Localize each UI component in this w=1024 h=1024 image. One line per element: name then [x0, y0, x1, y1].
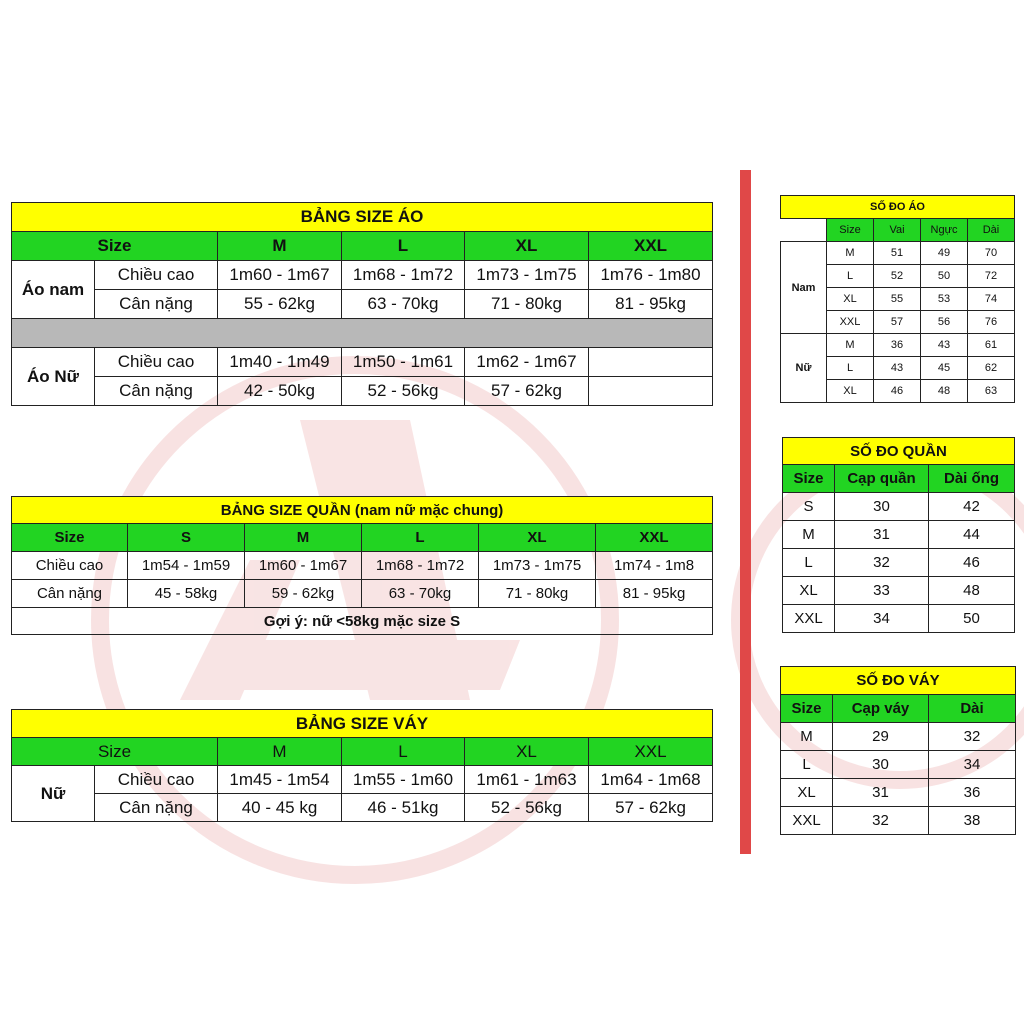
- table-cell: 34: [835, 605, 929, 633]
- table-cell: 32: [835, 549, 929, 577]
- group-label: Áo Nữ: [12, 348, 95, 406]
- table-cell: [589, 377, 713, 406]
- table-cell: 1m45 - 1m54: [218, 766, 342, 794]
- table-cell: 1m61 - 1m63: [465, 766, 589, 794]
- table-cell: 57 - 62kg: [589, 794, 713, 822]
- row-label: Cân nặng: [95, 377, 218, 406]
- row-label: Chiều cao: [95, 261, 218, 290]
- row-label: Cân nặng: [95, 290, 218, 319]
- header-cell: Size: [12, 738, 218, 766]
- table-cell: 62: [968, 357, 1015, 380]
- table-cell: 30: [835, 493, 929, 521]
- table-cell: 55: [874, 288, 921, 311]
- header-cell: XXL: [589, 232, 713, 261]
- table-title: BẢNG SIZE VÁY: [12, 710, 713, 738]
- table-cell: 55 - 62kg: [218, 290, 342, 319]
- table-row: [781, 779, 1016, 807]
- table-cell: 29: [833, 723, 929, 751]
- table-cell: 45 - 58kg: [128, 580, 245, 608]
- table-cell: XL: [783, 577, 835, 605]
- table-cell: 76: [968, 311, 1015, 334]
- table-cell: XL: [827, 288, 874, 311]
- table-cell: 1m76 - 1m80: [589, 261, 713, 290]
- row-label: Chiều cao: [12, 552, 128, 580]
- table-cell: 81 - 95kg: [589, 290, 713, 319]
- header-cell: L: [342, 738, 465, 766]
- table-cell: 63 - 70kg: [362, 580, 479, 608]
- header-cell: Size: [781, 695, 833, 723]
- table-cell: 59 - 62kg: [245, 580, 362, 608]
- table-cell: 61: [968, 334, 1015, 357]
- table-cell: 1m54 - 1m59: [128, 552, 245, 580]
- header-cell: S: [128, 524, 245, 552]
- header-cell: M: [245, 524, 362, 552]
- table-cell: 1m40 - 1m49: [218, 348, 342, 377]
- table-cell: 49: [921, 242, 968, 265]
- table-cell: 1m68 - 1m72: [362, 552, 479, 580]
- header-cell: Cạp váy: [833, 695, 929, 723]
- table-row: [783, 577, 1015, 605]
- header-cell: Size: [12, 524, 128, 552]
- table-cell: 34: [929, 751, 1016, 779]
- skirt-measure-table: [780, 666, 1016, 835]
- table-cell: L: [781, 751, 833, 779]
- table-cell: 1m50 - 1m61: [342, 348, 465, 377]
- table-cell: 31: [833, 779, 929, 807]
- table-cell: L: [827, 265, 874, 288]
- table-cell: 1m64 - 1m68: [589, 766, 713, 794]
- table-title: BẢNG SIZE QUẦN (nam nữ mặc chung): [12, 497, 713, 524]
- header-cell: Size: [12, 232, 218, 261]
- table-cell: 1m73 - 1m75: [465, 261, 589, 290]
- measure-header-row: [783, 465, 1015, 493]
- table-row: [12, 377, 713, 406]
- table-cell: 72: [968, 265, 1015, 288]
- table-cell: 42 - 50kg: [218, 377, 342, 406]
- header-cell: Dài: [929, 695, 1016, 723]
- header-cell: XXL: [589, 738, 713, 766]
- table-cell: 1m60 - 1m67: [218, 261, 342, 290]
- pants-size-table: [11, 496, 713, 635]
- table-row: [12, 766, 713, 794]
- table-row: [12, 261, 713, 290]
- table-cell: 42: [929, 493, 1015, 521]
- table-row: [12, 794, 713, 822]
- table-cell: 50: [921, 265, 968, 288]
- table-cell: 71 - 80kg: [465, 290, 589, 319]
- table-cell: 63 - 70kg: [342, 290, 465, 319]
- table-cell: 81 - 95kg: [596, 580, 713, 608]
- table-cell: M: [781, 723, 833, 751]
- table-cell: 36: [929, 779, 1016, 807]
- row-label: Cân nặng: [12, 580, 128, 608]
- header-cell: Dài: [968, 219, 1015, 242]
- header-cell: XL: [465, 738, 589, 766]
- table-cell: XXL: [783, 605, 835, 633]
- table-cell: 52: [874, 265, 921, 288]
- pants-measure-table: [782, 437, 1015, 633]
- table-cell: 46: [874, 380, 921, 403]
- header-cell: Dài ống: [929, 465, 1015, 493]
- table-cell: 44: [929, 521, 1015, 549]
- table-cell: L: [783, 549, 835, 577]
- table-cell: 43: [874, 357, 921, 380]
- table-cell: 74: [968, 288, 1015, 311]
- table-row: [781, 242, 1015, 265]
- table-row: [783, 605, 1015, 633]
- table-row: [12, 580, 713, 608]
- size-header-row: [12, 738, 713, 766]
- table-cell: 63: [968, 380, 1015, 403]
- measure-header-row: [781, 219, 1015, 242]
- table-cell: 1m60 - 1m67: [245, 552, 362, 580]
- table-row: [783, 549, 1015, 577]
- table-cell: 71 - 80kg: [479, 580, 596, 608]
- header-cell: M: [218, 738, 342, 766]
- group-label: Áo nam: [12, 261, 95, 319]
- size-header-row: [12, 524, 713, 552]
- size-header-row: [12, 232, 713, 261]
- table-row: [12, 552, 713, 580]
- table-cell: 43: [921, 334, 968, 357]
- table-title: SỐ ĐO ÁO: [781, 196, 1015, 219]
- table-cell: 46 - 51kg: [342, 794, 465, 822]
- skirt-size-table: [11, 709, 713, 822]
- table-cell: 70: [968, 242, 1015, 265]
- table-cell: 56: [921, 311, 968, 334]
- table-cell: 57: [874, 311, 921, 334]
- header-cell: XL: [479, 524, 596, 552]
- header-cell: XL: [465, 232, 589, 261]
- separator-row: [12, 319, 713, 348]
- table-cell: 40 - 45 kg: [218, 794, 342, 822]
- table-cell: [589, 348, 713, 377]
- table-title: SỐ ĐO VÁY: [781, 667, 1016, 695]
- table-cell: 1m74 - 1m8: [596, 552, 713, 580]
- group-label: Nữ: [781, 334, 827, 403]
- table-cell: 1m62 - 1m67: [465, 348, 589, 377]
- shirt-measure-table: [780, 195, 1015, 403]
- table-cell: 48: [921, 380, 968, 403]
- table-row: [783, 521, 1015, 549]
- table-cell: M: [783, 521, 835, 549]
- table-cell: XXL: [781, 807, 833, 835]
- table-cell: XL: [827, 380, 874, 403]
- shirt-size-table: [11, 202, 713, 406]
- table-cell: 1m55 - 1m60: [342, 766, 465, 794]
- table-cell: 32: [929, 723, 1016, 751]
- table-cell: M: [827, 334, 874, 357]
- row-label: Chiều cao: [95, 766, 218, 794]
- table-cell: L: [827, 357, 874, 380]
- header-cell: Ngực: [921, 219, 968, 242]
- table-title: BẢNG SIZE ÁO: [12, 203, 713, 232]
- table-cell: 57 - 62kg: [465, 377, 589, 406]
- header-cell: M: [218, 232, 342, 261]
- red-divider: [740, 170, 751, 854]
- table-row: [781, 807, 1016, 835]
- group-label: Nữ: [12, 766, 95, 822]
- table-cell: 46: [929, 549, 1015, 577]
- table-cell: 38: [929, 807, 1016, 835]
- table-cell: 50: [929, 605, 1015, 633]
- group-label: Nam: [781, 242, 827, 334]
- table-cell: S: [783, 493, 835, 521]
- size-note: Gợi ý: nữ <58kg mặc size S: [12, 608, 713, 635]
- table-cell: 51: [874, 242, 921, 265]
- row-label: Chiều cao: [95, 348, 218, 377]
- table-cell: 1m73 - 1m75: [479, 552, 596, 580]
- table-row: [781, 723, 1016, 751]
- header-cell: XXL: [596, 524, 713, 552]
- table-row: [12, 290, 713, 319]
- table-cell: 53: [921, 288, 968, 311]
- table-cell: 45: [921, 357, 968, 380]
- table-row: [783, 493, 1015, 521]
- table-row: [781, 751, 1016, 779]
- table-cell: 52 - 56kg: [465, 794, 589, 822]
- table-cell: M: [827, 242, 874, 265]
- table-cell: 36: [874, 334, 921, 357]
- header-cell: Size: [783, 465, 835, 493]
- header-cell: Size: [827, 219, 874, 242]
- table-row: [781, 334, 1015, 357]
- table-title: SỐ ĐO QUẦN: [783, 438, 1015, 465]
- header-cell: Vai: [874, 219, 921, 242]
- header-cell: L: [342, 232, 465, 261]
- row-label: Cân nặng: [95, 794, 218, 822]
- header-cell: Cạp quần: [835, 465, 929, 493]
- table-cell: 32: [833, 807, 929, 835]
- table-row: [12, 348, 713, 377]
- table-cell: 52 - 56kg: [342, 377, 465, 406]
- table-cell: 1m68 - 1m72: [342, 261, 465, 290]
- measure-header-row: [781, 695, 1016, 723]
- table-cell: 48: [929, 577, 1015, 605]
- table-cell: XL: [781, 779, 833, 807]
- header-cell: L: [362, 524, 479, 552]
- table-cell: 33: [835, 577, 929, 605]
- table-cell: 30: [833, 751, 929, 779]
- table-cell: XXL: [827, 311, 874, 334]
- table-cell: 31: [835, 521, 929, 549]
